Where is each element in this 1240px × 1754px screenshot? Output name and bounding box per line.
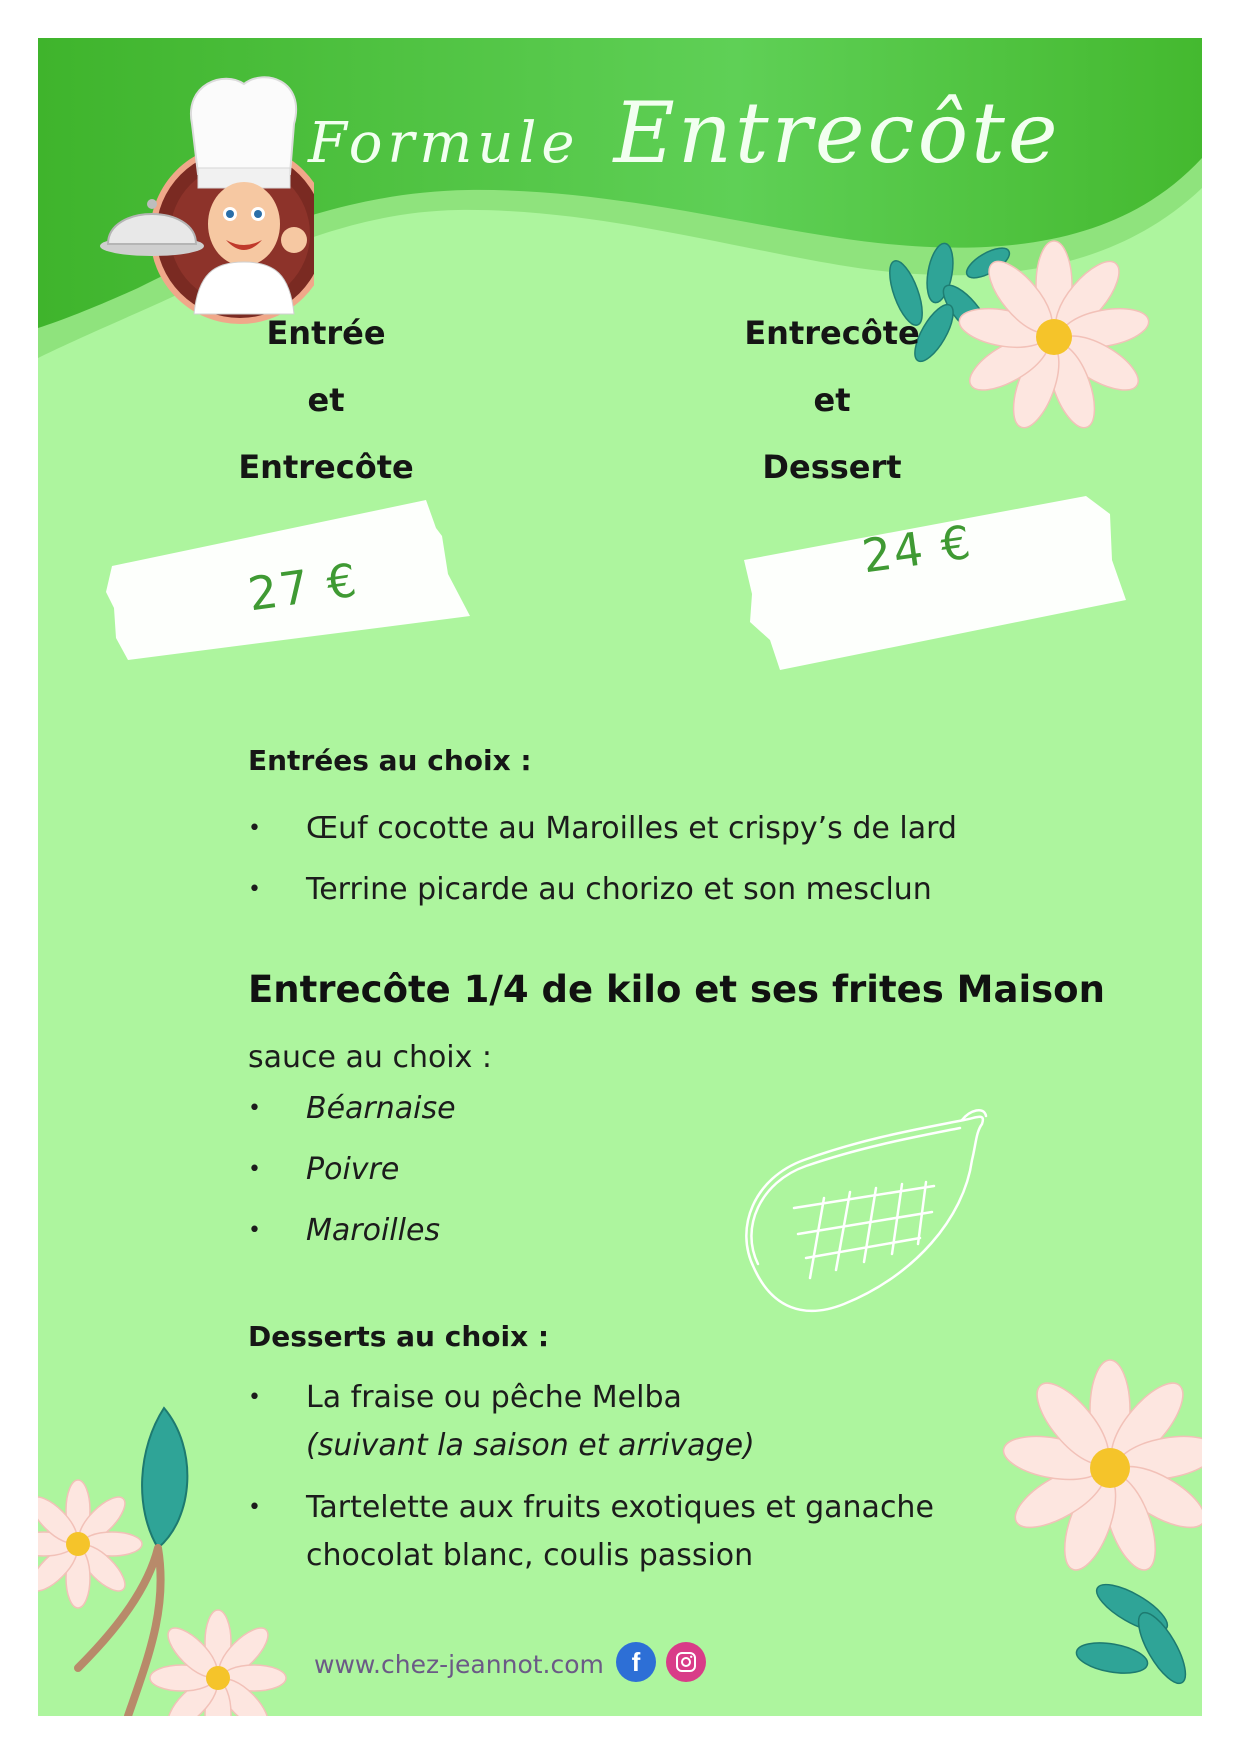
- formula-2-line3: Dessert: [762, 448, 902, 486]
- sauce-label: sauce au choix :: [248, 1040, 493, 1075]
- desserts-list: [248, 1374, 934, 1580]
- formula-2-line2: et: [813, 381, 851, 419]
- formula-1-line2: et: [307, 381, 345, 419]
- starters-list: [248, 798, 957, 920]
- dessert-item-note: (suivant la saison et arrivage): [306, 1428, 755, 1463]
- title-word-entrecote: Entrecôte: [613, 84, 1061, 182]
- steak-sketch-icon: [714, 1098, 1014, 1348]
- menu-page: [38, 38, 1202, 1716]
- dessert-item-desc: chocolat blanc, coulis passion: [306, 1538, 754, 1573]
- flower-icon: [1002, 1318, 1202, 1716]
- desserts-title: Desserts au choix :: [248, 1320, 550, 1353]
- website-link[interactable]: www.chez-jeannot.com: [314, 1650, 604, 1679]
- main-dish-title: Entrecôte 1/4 de kilo et ses frites Maison: [248, 968, 1105, 1011]
- sauce-item: • Poivre: [248, 1139, 456, 1200]
- price-formula-2: 24 €: [858, 514, 976, 584]
- sauce-item: • Maroilles: [248, 1200, 456, 1261]
- formula-1-line1: Entrée: [266, 314, 386, 352]
- instagram-glyph: [674, 1650, 698, 1674]
- formula-2-line1: Entrecôte: [744, 314, 920, 352]
- sauce-item: • Béarnaise: [248, 1078, 456, 1139]
- dessert-item-name: • La fraise ou pêche Melba: [306, 1380, 682, 1415]
- sauce-list: [248, 1078, 456, 1261]
- price-formula-1: 27 €: [244, 552, 362, 622]
- title-word-formule: Formule: [308, 111, 580, 176]
- formula-1-line3: Entrecôte: [238, 448, 414, 486]
- formula-1: [166, 300, 486, 501]
- leaf-icon: [38, 1388, 338, 1716]
- menu-title: [308, 84, 1061, 182]
- dessert-item-name: • Tartelette aux fruits exotiques et ganache: [306, 1490, 934, 1525]
- dessert-item: [248, 1484, 934, 1580]
- starter-item: • Œuf cocotte au Maroilles et crispy’s de lard: [248, 798, 957, 859]
- dessert-item: [248, 1374, 934, 1470]
- starter-item: • Terrine picarde au chorizo et son mesclun: [248, 859, 957, 920]
- facebook-icon[interactable]: f: [616, 1642, 656, 1682]
- instagram-icon[interactable]: [666, 1642, 706, 1682]
- chef-illustration: [94, 64, 314, 334]
- starters-title: Entrées au choix :: [248, 744, 532, 777]
